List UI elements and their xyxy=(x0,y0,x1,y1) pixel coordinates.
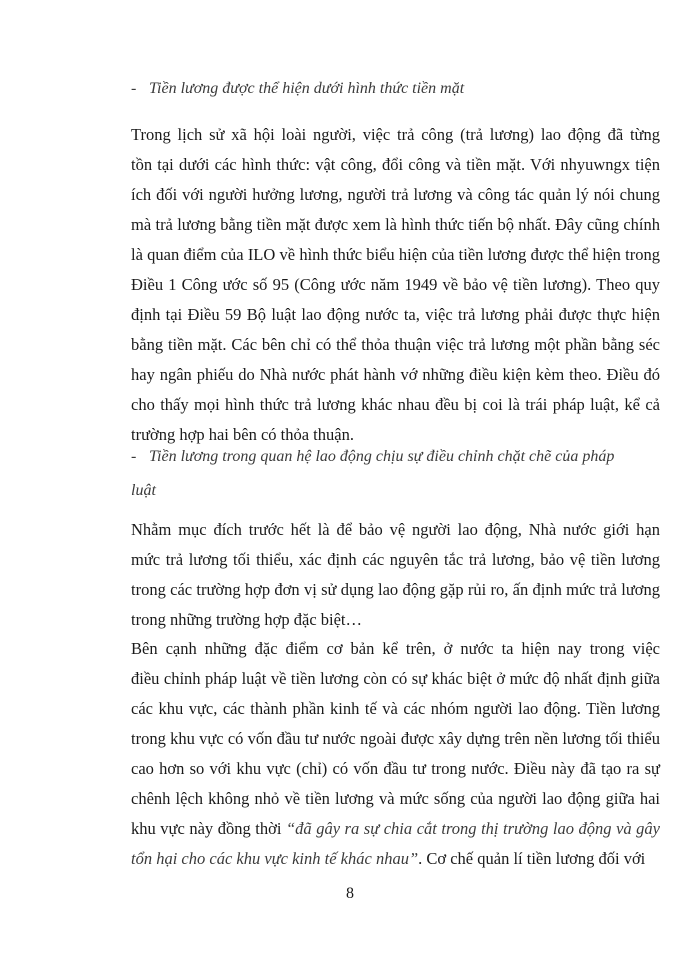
paragraph-line: hay ngân phiếu do Nhà nước phát hành vớ những điều kiện kèm theo. Điều đó xyxy=(131,365,660,384)
bullet-dash: - xyxy=(131,80,137,97)
paragraph-line: mức trả lương tối thiểu, xác định các nguyên tắc trả lương, bảo vệ tiền lương xyxy=(131,550,660,569)
paragraph-line: trong các trường hợp đơn vị sử dụng lao động gặp rủi ro, ấn định mức trả lương xyxy=(131,580,660,599)
paragraph-line: Trong lịch sử xã hội loài người, việc trả công (trả lương) lao động đã từng xyxy=(131,125,660,144)
paragraph-line: là quan điểm của ILO về hình thức biểu hiện của tiền lương được thể hiện trong xyxy=(131,245,660,264)
paragraph-line: cho thấy mọi hình thức trả lương khác nhau đều bị coi là trái pháp luật, kể cả xyxy=(131,395,660,414)
paragraph-line: trong khu vực có vốn đầu tư nước ngoài được xây dựng trên nền lương tối thiểu xyxy=(131,729,660,748)
paragraph-line: bằng tiền mặt. Các bên chỉ có thể thỏa thuận việc trả lương một phần bằng séc xyxy=(131,335,660,354)
paragraph-line: Điều 1 Công ước số 95 (Công ước năm 1949 về bảo vệ tiền lương). Theo quy xyxy=(131,275,660,294)
line-text: khu vực này đồng thời xyxy=(131,819,286,838)
paragraph-1 xyxy=(131,120,660,450)
bullet-heading-1 xyxy=(131,72,660,106)
bullet-heading-text-cont: luật xyxy=(131,482,156,499)
paragraph-line: chênh lệch không nhỏ về tiền lương và mức sống của người lao động giữa hai xyxy=(131,789,660,808)
paragraph-line: Nhằm mục đích trước hết là để bảo vệ người lao động, Nhà nước giới hạn xyxy=(131,520,660,539)
paragraph-3 xyxy=(131,634,660,874)
paragraph-line xyxy=(131,844,660,874)
bullet-heading-text: Tiền lương trong quan hệ lao động chịu sự điều chỉnh chặt chẽ của pháp xyxy=(149,448,615,465)
bullet-heading-2 xyxy=(131,440,660,508)
paragraph-2 xyxy=(131,515,660,635)
paragraph-line: ích đối với người hưởng lương, người trả lương và công tác quản lý nói chung xyxy=(131,185,660,204)
quote-text: “đã gây ra sự chia cắt trong thị trường lao động và gây xyxy=(285,819,661,838)
quote-text: tổn hại cho các khu vực kinh tế khác nhau” xyxy=(131,849,419,868)
paragraph-line: các khu vực, các thành phần kinh tế và các nhóm người lao động. Tiền lương xyxy=(131,699,660,718)
line-text: . Cơ chế quản lí tiền lương đối với xyxy=(418,849,646,868)
paragraph-line: cao hơn so với khu vực (chỉ) có vốn đầu tư trong nước. Điều này đã tạo ra sự xyxy=(131,759,660,778)
paragraph-line xyxy=(131,814,660,844)
paragraph-line: định tại Điều 59 Bộ luật lao động nước ta, việc trả lương phải được thực hiện xyxy=(131,305,660,324)
paragraph-line: mà trả lương bằng tiền mặt được xem là hình thức tiến bộ nhất. Đây cũng chính xyxy=(131,215,660,234)
bullet-dash: - xyxy=(131,448,137,465)
paragraph-line: Bên cạnh những đặc điểm cơ bản kể trên, ở nước ta hiện nay trong việc xyxy=(131,639,660,658)
paragraph-line: trường hợp hai bên có thỏa thuận. xyxy=(131,425,354,444)
bullet-heading-text: Tiền lương được thể hiện dưới hình thức tiền mặt xyxy=(149,80,465,97)
paragraph-line: trong những trường hợp đặc biệt… xyxy=(131,610,363,629)
paragraph-line: tồn tại dưới các hình thức: vật công, đổi công và tiền mặt. Với nhyuwngx tiện xyxy=(131,155,660,174)
paragraph-line: điều chỉnh pháp luật về tiền lương còn có sự khác biệt ở mức độ nhất định giữa xyxy=(131,669,660,688)
page-number: 8 xyxy=(346,885,354,902)
